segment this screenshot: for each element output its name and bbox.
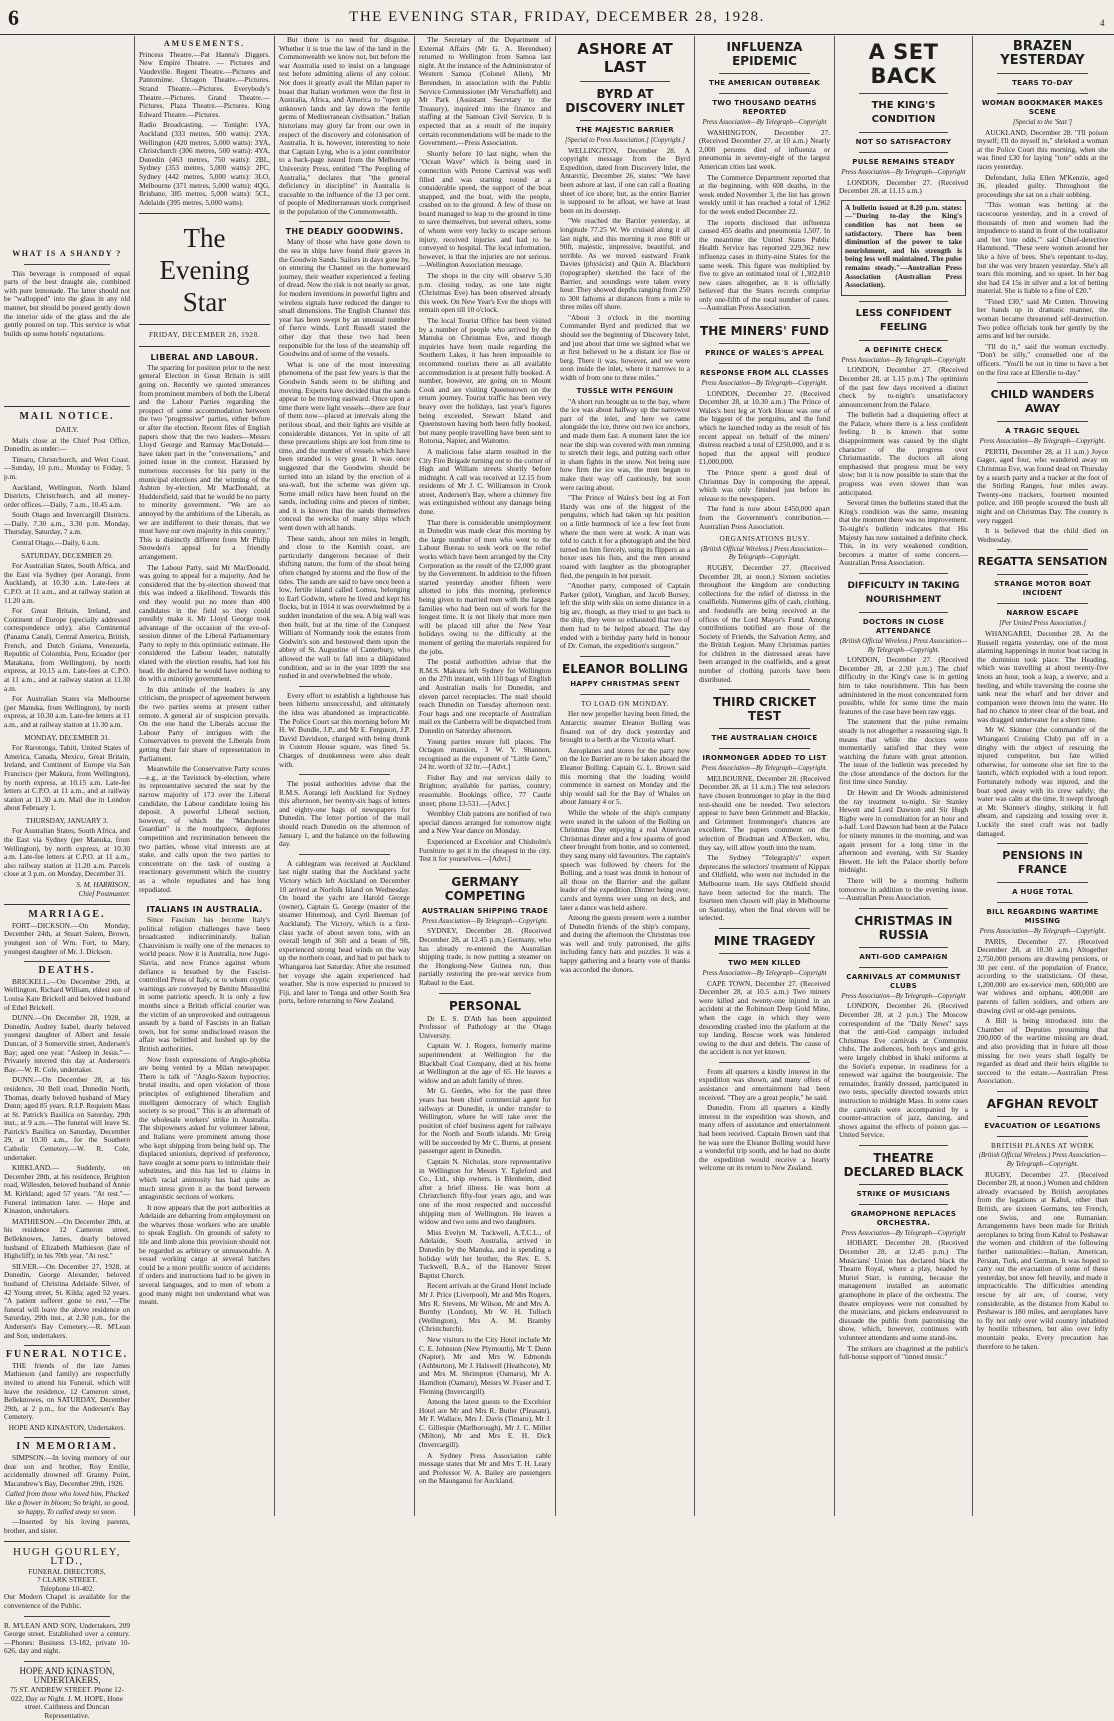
divider — [24, 1616, 110, 1617]
column-8 — [977, 36, 1108, 1516]
brazen-paragraph: "I'll do it," said the woman excitedly. "Don't be silly," counselled one of the officers. "You'll be out in time to have a bet on the first race at Ellerslie to-day." — [977, 341, 1108, 377]
regatta-headline: REGATTA SENSATION — [977, 555, 1108, 569]
divider — [719, 728, 810, 729]
funeral-headline: FUNERAL NOTICE. — [5, 1349, 129, 1361]
brazen-paragraph: "This woman was betting at the racecourse yesterday, and in a crowd of thousands of men and women had the impudence to stand in front of the totalisator and bet 'tote odds,'" said Chief-detective Hammond. "These were women around her like a hive of bees. She's repentant to-day, but she was very brazen yesterday. She's all tears this morning, and so upset. In her bag she had £4 15s in silver and a lot of betting material. She is liable to a fine of £20." — [977, 200, 1108, 296]
italians-continued: But there is no need for disguise. Whether it is true the law of the land in the Commonwealth we know not, but before the war Australia used to insist on a language test before admitting aliens of any colour. Nor does it greatly avail the Milan paper to boast that Italian workmen were the first in Australia, Africa, and America to "open up unknown lands and lay down the fertile germs of Mediterranean civilisation." Italian historians may glory far from our own in respect of the discovery and colonisation of Australia. It is, however, interesting to note that Captain Lyng, who is a joint contributor to a back-page issued from the Melbourne University Press, entitled "The Peopling of Australia," declares that "the general deficiency in discipline" in Australia is traceable to the influence of the 13 per cent. of people of Mediterranean stock comprised in the population of the Commonwealth. — [279, 35, 410, 216]
marriage-notice: FORT—DICKSON.—On Monday, December 24th, at Stuart Salem, Brown, youngest son of Wm. Fort, to Mary, youngest daughter of Mr. J. Dickson. — [4, 920, 130, 956]
divider — [859, 1145, 948, 1146]
deaths-headline: DEATHS. — [38, 965, 96, 977]
king-bulletin-box — [841, 200, 966, 296]
russia-credit: Press Association—By Telegraph—Copyright — [841, 992, 966, 1000]
column-rule — [972, 36, 973, 1516]
cricket-subhead-2: IRONMONGER ADDED TO LIST — [702, 754, 827, 763]
mail-paragraph: For Australian States, South Africa, and the East via Sydney (per Manuka, from Wellington), by north express, at 10.30 a.m. Late-fee letters at C.P.O. at 11 a.m., also railway station at 11.20 a.m. Parcels close at 3 p.m. on Monday, December 31. — [4, 826, 130, 879]
confident-headline: LESS CONFIDENT FEELING — [855, 307, 952, 333]
eleanor-subhead: HAPPY CHRISTMAS SPENT — [570, 679, 680, 688]
editorial-paragraph: The Labour Party, said Mr MacDonald, was going to appeal for a majority. And he considered that the by-election showed that this was indeed a likelihood. Towards this end they would put no more than 400 candidates in the field so they could possibly make it. Mr Lloyd George took advantage of the occasion of the eve-of-session dinner of the Liberal Parliamentary Party to reply to this optimistic estimate. He considered the Labour leader, naturally elated with the election results, had lost his head. He declared he would have nothing to do with a minority government. — [139, 562, 270, 684]
theatre-paragraph: The strikers are chagrined at the public's full-house support of "tinned music." — [839, 1343, 968, 1362]
divider — [997, 882, 1088, 883]
goodwins-headline: THE DEADLY GOODWINS. — [285, 227, 404, 237]
divider — [24, 1345, 110, 1346]
divider — [580, 656, 670, 657]
pensions-paragraph: PARIS, December 27. (Received December 28, at 10.30 a.m.) Altogether 2,750,000 persons are drawing pensions, or 30 per cent. of the population of France, according to the statisticians. Of these, 1,200,000 are ex-service men, 600,000 are war widows and orphans, 400,000 are parents of fallen soldiers, and others are drawing civil or old-age pensions. — [977, 936, 1108, 1015]
divider — [859, 152, 948, 153]
miners-paragraph: The Prince spent a good deal of Christmas Day in composing the appeal, which was only finished just before its release to the newspapers. — [699, 468, 830, 503]
child-paragraph: PERTH, December 28, at 11 a.m.) Joyce Gager, aged four, who wandered away on Christmas Eve, was found dead on Thursday by a search party and a tracker at the foot of the Stirling Ranges, four miles away. Twenty-one trackers, fourteen mounted police, and 100 people scoured the bush all night and on Christmas Day. The country is very rugged. — [977, 446, 1108, 525]
divider — [859, 947, 948, 948]
funeral-notice: THE friends of the late James Mathieson (and family) are respectfully invited to attend his Funeral, which will leave the residence, 12 Cameron street, Belleknowes, on SATURDAY, December 29th, at 2 p.m., for the Andersen's Bay Cemetery. — [4, 1360, 130, 1422]
nourishment-paragraph: The statement that the pulse remains steady is not altogether a reassuring sign. It means that while the doctors were momentarily satisfied that they were watching the future with great attention. The issue of the bulletin was preceded by the close attendance of the doctors for the first time since Sunday. — [839, 717, 968, 787]
death-notice: SILVER.—On December 27, 1928, at Dunedin, George Alexander, beloved husband of Christina Adelaide Silver, of 42 Young street, St. Kilda; aged 52 years. "A patient sufferer gone to rest."—The funeral will leave the above residence on Saturday, 29th inst., at 2.30 p.m., for the Andersen's Bay Cemetery.—R. M'Lean and Son, undertakers. — [4, 1261, 130, 1340]
mail-paragraph: Mails close at the Chief Post Office, Dunedin, as under:— — [4, 435, 130, 454]
eleanor-paragraph: While the whole of the ship's company were seated in the saloon of the Bolling on Christmas Day enjoying a real American Christmas dinner and a few spasms of good cheer brought from home, and so contented, they sang many old favourites. The captain's speech was followed by cheers for the Bolling, and a toast was drunk in honour of all those on the Barrier and the gallant leader of the expedition. Dinner being over, carols and hymns were sung on deck, and later a dance was held ashore. — [560, 807, 690, 912]
influenza-subhead: THE AMERICAN OUTBREAK — [709, 79, 820, 87]
divider — [997, 902, 1088, 903]
italians-paragraph: Since Fascism has become Italy's political religion challenges have been broadcasted indiscriminately. Italian Chauvinism is really one of the menaces to world peace. Now it is Australia, now Jugo-Slavia, and now France against whom defiance is breathed by the Fascist-controlled Press of Italy, or to whom cryptic warnings are conveyed by Benito Mussolini in some patriotic speech. It is only a few months since a British official courier was the victim of an unprovoked and outrageous assault by a band of Fascists in an Italian town, but for some undisclosed reason the affair was belittled and hushed up by the British authorities. — [139, 915, 270, 1053]
divider — [719, 93, 810, 94]
column-5 — [560, 36, 690, 1516]
divider — [139, 213, 270, 214]
gourley-ad-line: 7 CLARK STREET. — [36, 1575, 98, 1585]
memoriam-verse: Called from those who loved him, Plucked like a flower in bloom; So bright, so good, so happy, To called away so soon. — [5, 1489, 129, 1516]
divider — [859, 1204, 948, 1205]
mail-paragraph: Central Otago.—Daily, 6 a.m. — [12, 538, 100, 548]
regatta-credit: [Per United Press Association.] — [999, 620, 1086, 628]
divider — [439, 869, 531, 870]
hope-kinaston-ad: 75 ST. ANDREW STREET. Phone 12-022, Day or Night. J. M. HOPE, Hone street. Caithness and Duncan Representative. — [10, 1685, 124, 1720]
gourley-ad-line: Telephone 10-402. — [39, 1583, 95, 1593]
radio-listing: Radio Broadcasting. — Tonight: 1YA, Auckland (333 metres, 500 watts): 2YA, Wellington (420 metres, 5,000 watts): 3YA, Christchurch (306 metres, 500 watts): 4YA, Dunedin (463 metres, 750 watts): 2BL, Sydney (353 metres, 5,000 watts): 2FC, Sydney (442 metres, 5,000 watts): 3LO, Melbourne (371 metres, 5,000 watts): 4QG, Brisbane, 385 metres, 5,000 watts): 5CL, Adelaide (395 metres, 5,000 watts). — [139, 120, 270, 207]
marriage-headline: MARRIAGE. — [28, 909, 106, 921]
afghan-credit: (British Official Wireless.) Press Association—By Telegraph—Copyright. — [978, 1152, 1107, 1169]
influenza-subhead-2: TWO THOUSAND DEATHS REPORTED — [712, 99, 817, 116]
corner-mark: 4 — [1100, 18, 1105, 28]
personal-paragraph: New visitors to the City Hotel include Mr C. E. Johnston (New Plymouth), Mr T. Dunn (Napier), Mr and Mrs W. Edmonds (Ashburton), Mr J. Halswell (Heathcote), Mr and Mrs M. Shrimpton (Oamaru), Mr A. Hamilton (Oamaru), Messrs W. Fraser and T. Fleming (Invercargill). — [419, 1334, 551, 1396]
divider — [159, 899, 250, 900]
column-rule — [134, 36, 135, 1516]
news-paragraph: Every effort to establish a lighthouse has been hitherto unsuccessful, and ultimately the idea was abandoned as impracticable. The Police Court sat this morning before Mr H. W. Bundle, J.P., and Mr E. Ferguson, J.P. David Davidson, charged with being drunk in Custom House square, was fined 5s. Charges of drunkenness were also dealt with. — [279, 690, 410, 769]
personal-paragraph: Miss Evelyn M. Tuckwell, A.T.C.L., of Adelaide, South Australia, arrived in Dunedin by the Manuka, and is spending a holiday with her brother, the Rev. E. S. Tuckwell, B.A., of the Hanover Street Baptist Church. — [419, 1227, 551, 1280]
column-3 — [279, 36, 410, 1516]
advert-paragraph: Wembley Club patrons are notified of two special dances arranged for tomorrow night and a New Year dance on Monday. — [419, 809, 551, 836]
mine-credit: Press Association—By Telegraph—Copyright — [702, 969, 827, 977]
death-notice: DUNN.—On December 28, at his residence, 30 Bell road, Dunedin North, Thomas, dearly beloved husband of Mary Dunn; aged 85 years. R.I.P. Requiem Mass at St. Patrick's Basilica on Saturday, 29th inst., at 9 a.m.—The funeral will leave St. Patrick's Basilica on Saturday, December 29, at 10.30 a.m., for the Southern Catholic Cemetery.—W. R. Cole, undertaker. — [4, 1075, 130, 1162]
eleanor-paragraph: Her new propeller having been fitted, the Antarctic steamer Eleanor Bolling was floated out of dry dock yesterday and brought to a berth at the Victoria wharf. — [560, 709, 690, 745]
russia-paragraph: LONDON, December 26. (Received December 28, at 2 p.m.) The Moscow correspondent of the "Daily News" says that the anti-God campaign included Christmas Eve carnivals at Communist clubs. The audiences, both boys and girls, were largely clubbed in khaki uniforms at the Soviet's expense, in readiness for a renewed war against the bourgeoisie. The remainder, frankly dressed, participated in two tests, specially directed towards strict instruction to midnight Mass. In some cases the carnivals were accompanied by a counter-attraction of jazz, dancing, and shows against the effects of poison gas.—United Service. — [839, 1001, 968, 1140]
divider — [859, 612, 948, 613]
afghan-paragraph: RUGBY, December 27. (Received December 28, at noon.) Women and children already evacuated by British aeroplanes from the legations at Kabul, other than British, are sixteen Germans, ten French, one Swiss, and one Rumanian. Arrangements have been made for British aeroplanes to bring from Kabul to Peshawar the women and children of the following further nationalities:—Italian, American, Persian, Turk, and German. It was hoped to carry out the evacuation of some of these yesterday, but snow fell heavily, and made it impracticable. The difficulties attending rescue by air are, of course, very considerable, as the distance from Kabul to Peshawar is 180 miles, and aeroplanes have to fly not only over wild country inhabited by hostile tribesmen, but also over lofty mountain peaks. Every precaution has therefore to be taken. — [977, 1169, 1108, 1351]
divider — [859, 132, 948, 133]
news-paragraph: The local Tourist Office has been visited by a number of people who arrived by the Manuka on Christmas Eve, and though inquiries have been made regarding the Southern Lakes, it has been impossible to recommend tourists there as all available accommodation is at present fully booked. A number, however, are going on to Mount Cook and are visiting Queenstown on the return journey. Tourist traffic has been very heavy over the holidays, last year's figures being exceeded, Stewart Island and Queenstown having both been fully booked, but many people travelling have been sent to Rotorua, Napier, and Waitomo. — [419, 316, 551, 446]
king-headline: THE KING'S CONDITION — [871, 100, 936, 125]
news-paragraph: Shortly before 10 last night, when the "Ocean Wave" which is being used in connection with Petone Carnival was well filled and was starting round at a considerable speed, the support of the boat snapped, and the boat, with the people, crashed on to the ground. A few of those on board managed to leap to the ground in time to save themselves, but several others, some of whom were very lucky to escape serious injury, received injuries and had to be conveyed to hospital. The local information, however, is that the injuries are not serious.—Wellington Association message. — [419, 148, 551, 270]
afghan-subhead-2: BRITISH PLANES AT WORK — [991, 1140, 1094, 1150]
divider — [997, 1116, 1088, 1117]
brazen-paragraph: AUCKLAND, December 28. "I'll poison myself; I'll do myself in," shrieked a woman at the Police Court this morning, when she was fined £30 for laying "tote" odds at the races yesterday. — [977, 127, 1108, 171]
eleanor-paragraph: Aeroplanes and stores for the party now on the Ice Barrier are to be taken aboard the Eleanor Bolling. Captain G. L. Brown said this morning that the loading would commence in earnest on Monday and the ship would sail for the Bay of Whales on about January 4 or 5. — [560, 745, 690, 807]
goodwins-paragraph: These sands, about ten miles in length, and close to the Kentish coast, are particularly dangerous because of their shifting nature, the form of the shoal being often changed by storms and the flow of the tides. The sands are said to have once been a low, fertile island called Lomea, belonging to Earl Godwin, where he lived and kept his flocks, but in 1014 it was overwhelmed by a sudden inundation of the sea. A big wall was then built, but at the time of the Conquest William of Normandy took the estates from Godwin's son and bestowed them upon the abbey of St. Augustine of Canterbury, who allowed the wall to fall into a dilapidated condition, and so in the year 1099 the sea rushed in and overwhelmed the whole. — [279, 533, 410, 681]
divider — [859, 1184, 948, 1185]
barrier-subhead: THE MAJESTIC BARRIER — [576, 126, 674, 134]
blank-space — [4, 340, 130, 400]
goodwins-paragraph: Many of those who have gone down to the sea in ships have found their graves in the Goodwin Sands. Sailors in days gone by, on entering the Channel on the homeward journey, their weather experienced a feeling of dread. Now the risk is not nearly so great, for modern inventions in powerful lights and wireless signals have reduced the danger to small dimensions. The English Channel this year has been swept by an unusual number of fierce winds. Lord Russell stated the other day that these two had been responsible for the loss of the steamship off Goodwins and of some of the vessels. — [279, 237, 410, 359]
brazen-subhead-2: WOMAN BOOKMAKER MAKES SCENE — [981, 99, 1104, 116]
germany-headline: GERMANY COMPETING — [444, 874, 526, 903]
news-paragraph: The postal authorities advise that the R.M.S. Aorangi left Auckland for Sydney this afternoon, her twenty-six bags of letters and eighty-one bags of newspapers for Dunedin. The letter portion of the mail should reach Dunedin on the afternoon of January 1, and the balance on the following day. — [279, 779, 410, 849]
king-bulletin: A bulletin issued at 8.20 p.m. states:—"During to-day the King's condition has not been so satisfactory. There has been diminution of the power to take nourishment, and his strength is being less well maintained. The pulse remains steady."—Australian Press Association (Australian Press Association). — [845, 202, 962, 290]
funeral-signature: HOPE AND KINASTON, Undertakers. — [8, 1422, 126, 1432]
regatta-subhead-2: NARROW ESCAPE — [1006, 609, 1079, 618]
theatre-subhead-2: GRAMOPHONE REPLACES ORCHESTRA. — [850, 1209, 957, 1227]
mail-paragraph: South Otago and Invercargill Districts.—Daily, 7.30 a.m., 3.30 p.m. Monday, Thursday, Saturday, 7 a.m. — [4, 510, 130, 537]
amusements-list: Princess Theatre.—Pat Hanna's Diggers. New Empire Theatre. — Pictures and Vaudeville. Regent Theatre.—Pictures and Pantomime. Octagon Theatre.—Pictures. Strand Theatre.—Pictures. Everybody's Theatre.—Pictures. Grand Theatre.—Pictures. Plaza Theatre.—Pictures. King Edward Theatre.—Pictures. — [139, 49, 270, 119]
divider — [719, 928, 810, 929]
gourley-ad-name: HUGH GOURLEY, LTD., — [13, 1546, 121, 1567]
miners-subhead-2: RESPONSE FROM ALL CLASSES — [700, 369, 829, 378]
germany-credit: Press Association—By Telegraph—Copyright. — [422, 917, 548, 925]
divider — [859, 340, 948, 341]
byrd-paragraph: "The Prince of Wales's best leg at Fort Hardy was one of the biggest of the penguins, which had taken up his position on a little hummock of ice a few feet from where the men were at work. A man was told to catch it for a photograph and the bird turned on him fiercely, using its flippers as a boxer uses his fists, and the men around roared with laughter as the photographer fled, the penguin in hot pursuit. — [560, 493, 690, 580]
nourishment-paragraph: There will be a morning bulletin tomorrow in addition to the evening issue.—Australian Press Association. — [839, 876, 968, 903]
brazen-paragraph: Defendant, Julia Ellen M'Kenzie, aged 36, pleaded guilty. Throughout the proceedings she sat on a chair sobbing. — [977, 172, 1108, 199]
divider — [580, 81, 670, 82]
child-headline: CHILD WANDERS AWAY — [990, 388, 1095, 416]
editorial-paragraph: In this attitude of the leaders is any criticism, the prospect of agreement between the two parties seems at present rather remote. A general air of suspicion prevails. On the one hand the Liberals accuse the Labour Party of intrigues with the Conservatives to prevent the Liberals from getting their fair share of representation in Parliament. — [139, 684, 270, 763]
divider — [719, 73, 810, 74]
news-paragraph: That there is considerable unemployment in Dunedin was made clear this morning by the large number of men who went to the Labour Bureau to seek work on the relief works which have been arranged by the City Corporation as the result of the £2,000 grant by the Government. In addition to the fifteen started yesterday another fifteen were allotted to jobs this morning, preference being given to married men with the largest families who had been out of work for the longest time. It is not likely that more men will be placed till after the New Year holidays owing to the difficulty at the moment of getting the materials required for the jobs. — [419, 517, 551, 656]
miners-paragraph: LONDON, December 27. (Received December 28, at 10.30 a.m.) The Prince of Wales's best leg at York House was one of the biggest of the penguins, and the fund which he launched today as the result of his recent appeal on behalf of the miners' distress reached a total of £250,000, and it is hoped that the appeal will produce £1,000,000. — [699, 388, 830, 467]
column-1 — [4, 36, 130, 1720]
divider — [4, 406, 130, 407]
divider — [997, 382, 1088, 383]
miners-headline: THE MINERS' FUND — [700, 324, 829, 339]
advert-paragraph: Experienced at Excelsior and Chisholm's Furniture to get it in the cheapest in the city. Test it for yourselves.—[Advt.] — [419, 837, 551, 864]
pensions-subhead: A HUGE TOTAL — [1012, 888, 1073, 897]
influenza-paragraph: WASHINGTON, December 27. (Received December 27, at 10 a.m.) Nearly 2,000 persons died of influenza or pneumonia in seventy-eight of the largest American cities last week. — [699, 127, 830, 171]
death-notice: KIRKLAND.— Suddenly, on December 28th, at his residence, Brighton road, Willesden, beloved husband of Annie M. Kirkland; aged 57 years. "At rest."—Funeral intimation later. — Hope and Kinaston, undertakers. — [4, 1163, 130, 1216]
divider — [4, 1541, 130, 1542]
death-notice: BRICKELL.—On December 29th, at Wellington, Richard William, eldest son of Louisa Kate Brickell and beloved husband of Ethel Brickell. — [4, 976, 130, 1012]
death-notice: DUNN.—On December 28, 1928, at Dunedin, Audrey Isabel, dearly beloved youngest daughter of Albert and Jessie Duncan, of 3 Somerville street, Andersen's Bay; aged one year. "Asleep in Jesus."—Privately interred this day at Andersen's Bay.—W. R. Cole, undertaker. — [4, 1013, 130, 1074]
mail-paragraph: For Australian States via Melbourne (per Manuka, from Wellington), by north express, at 10.30 a.m. Late-fee letters at 11 a.m., and at railway station at 11.30 a.m. — [4, 694, 130, 729]
organisations-credit: (British Official Wireless.) Press Association—By Telegraph—Copyright. — [700, 545, 829, 562]
divider — [24, 1661, 110, 1662]
brazen-headline: BRAZEN YESTERDAY — [1000, 39, 1085, 68]
pensions-credit: Press Association—By Telegraph—Copyright. — [979, 928, 1106, 936]
news-paragraph: The postal authorities advise that the R.M.S. Makura left Sydney for Wellington on the 27th instant, with 110 bags of English and Australian mails for Dunedin, and eleven parcel receptacles. The mail should reach Dunedin on Tuesday afternoon next. Four bags and one receptacle of Australian mail ex the Canberra will be dispatched from Dunedin on Saturday afternoon. — [419, 657, 551, 735]
mail-monday-subhead: MONDAY, DECEMBER 31. — [24, 732, 110, 742]
germany-subhead: AUSTRALIAN SHIPPING TRADE — [421, 906, 549, 915]
child-credit: Press Association—By Telegraph—Copyright. — [979, 438, 1106, 446]
news-paragraph: From all quarters a kindly interest in the expedition was shown, and many offers of assistance and entertainment had been received. "They are a great people," he said. — [699, 1066, 830, 1102]
divider — [997, 1091, 1088, 1092]
king-subhead-2: PULSE REMAINS STEADY — [852, 158, 955, 166]
russia-headline: CHRISTMAS IN RUSSIA — [854, 913, 953, 942]
brazen-paragraph: "Fined £30," said Mr Cutten. Throwing her hands up in dramatic manner, the woman became threatened self-destruction. Two police officials took her gently by the arms and led her outside. — [977, 296, 1108, 341]
theatre-paragraph: HOBART, December 28. (Received December 28, at 12.45 p.m.) The Musicians' Union has declared black the Theatre Royal, where a play, headed by Muriel Starr, is running, because the management installed an automatic gramophone in place of the orchestra. The theatre employees were not consulted by the musicians, and pickets endeavoured to dissuade the public from patronising the show, which, however, continues with volunteer attendants and some stand-ins. — [839, 1238, 968, 1342]
king-subhead: NOT SO SATISFACTORY — [855, 138, 952, 146]
divider — [997, 421, 1088, 422]
column-6 — [699, 36, 830, 1516]
editorial-paragraph: The sparring for position prior to the next general Election in Great Britain is still going on. Recently we quoted utterances from prominent members of both the Liberal and the Labour Parties regarding the prospect of some accommodation between the two "progressive" parties, either before or after the election. Recent files of English papers show that the two leaders—Messrs Lloyd George and Ramsay MacDonald—have taken part in the "conversations," and joined issue in the contest. Harassed by numerous successes for his party in the municipal elections and the winning of the Ashton by-election, Mr MacDonald, at Huddersfield, said that he would be no party to minority government. "We are so annoyed by the ambitions of the Liberals, as we are indifferent to their threats, that we must have our own majority in this country." This is distinctly different from Mr Philip Snowden's appeal for a friendly arrangement. — [139, 362, 270, 561]
newspaper-nameplate: The Evening Star — [159, 223, 250, 318]
advert-paragraph: Young parties ensure full places. The Octagon mansion, 3 W. Y. Shannon, recognised as the exponent of "Little Gem," 24 ltr. worth of 32 ltr.—[Advt.] — [419, 736, 551, 772]
russia-subhead: ANTI-GOD CAMPAIGN — [859, 952, 948, 961]
divider — [580, 120, 670, 121]
byrd-credit: [Special to Press Association.] [Copyright.] — [564, 137, 686, 144]
organisations-subhead: ORGANISATIONS BUSY. — [719, 534, 810, 544]
hope-kinaston-ad-name: HOPE AND KINASTON, UNDERTAKERS, — [19, 1665, 115, 1685]
column-7 — [839, 36, 968, 1516]
confident-paragraph: LONDON, December 27. (Received December 28, at 1.15 p.m.) The optimism of the past few days received a distinct check by to-night's unsatisfactory announcement from the Palace. — [839, 365, 968, 409]
russia-subhead-2: CARNIVALS AT COMMUNIST CLUBS — [846, 972, 961, 990]
mine-headline: MINE TRAGEDY — [713, 933, 816, 948]
eleanor-paragraph: Among the guests present were a number of Dunedin friends of the ship's company, and during the afternoon the Christmas tree was well and truly patronised, the gifts including fancy hats and puzzles. It was a happy gathering and a hearty vote of thanks was accorded the donors. — [560, 913, 690, 974]
pensions-headline: PENSIONS IN FRANCE — [1002, 849, 1083, 877]
byrd-paragraph: "Another party, composed of Captain Parker (pilot), Vaughan, and Jacob Bursey, left the ship with skis on some distance in a big arc, though, as they tried to get back to the ship, they were so exhausted that two of them had to be helped aboard. The day ended with a birthday party held in honour of Dr. Coman, the expedition's surgeon." — [560, 581, 690, 651]
mail-saturday-subhead: SATURDAY, DECEMBER 29. — [21, 550, 113, 560]
byrd-paragraph: "A short run brought us to the bay, where the ice was about halfway up the narrowest part of the inlet, and here we came alongside the ice, threw out two ice anchors, and made them fast. A moment later the ice near the ship was covered with men running to stretch their legs, and putting each other in sham fights in the snow. Not being sure how firm the ice was, the men began to make their way off cautiously, but soon were racing about. — [560, 396, 690, 492]
mine-paragraph: CAPE TOWN, December 27. (Received December 28, at 10.5 a.m.) Two miners were killed and twenty-one injured in an accident at the Robinson Deep Gold Mine, when the cage in which they were descending crashed into the platform at the top landing. Rescue work was hindered owing to the dust and debris. The cause of the accident is not yet known. — [699, 978, 830, 1057]
memoriam-headline: IN MEMORIAM. — [16, 1441, 118, 1453]
theatre-subhead: STRIKE OF MUSICIANS — [856, 1189, 951, 1198]
nourishment-headline: DIFFICULTY IN TAKING NOURISHMENT — [847, 580, 960, 605]
personal-headline: PERSONAL — [448, 998, 522, 1013]
italians-headline: ITALIANS IN AUSTRALIA. — [146, 905, 263, 915]
influenza-paragraph: The reports disclosed that influenza caused 455 deaths and pneumonia 1,507. In the meantime the United States Public Health Service has reported 229,362 new influenza cases in thirty-nine States for the same week. This figure was multiplied by five to give an estimated total of 1,302,810 new cases altogether, as it is officially believed that the States records comprise only one-fifth of the total number of cases.—Australian Press Association. — [699, 217, 830, 313]
goodwins-paragraph: What is one of the most interesting phenomena of the past few years is that the Goodwin Sands seem to be shifting and moving. Experts have decided that the sands appear to be moving eastward. Once upon a time there were light vessels—there are four of them now—placed at intervals along the perilous shoal, and their lights are visible at considerable distances. Yet in spite of all these precautions ships are lost from time to time, and the number of vessels which have been stranded is very great. It was once suggested that the Goodwins should be turned into an island by the erection of a sea-wall, but the scheme was given up. Some small relics have been found on the sands, including coins and pieces of timber, and it is known that the sands themselves conceal the wrecks of many ships which went down with all hands. — [279, 359, 410, 533]
gourley-ad-line: FUNERAL DIRECTORS, — [28, 1566, 106, 1576]
editorial-headline: LIBERAL AND LABOUR. — [150, 352, 259, 362]
divider — [139, 346, 270, 347]
confident-subhead: A DEFINITE CHECK — [864, 345, 943, 354]
mail-paragraph: For Great Britain, Ireland, and Continent of Europe (specially addressed correspondence only), also Continental (Panama Canal), Central America, British, French, and Dutch Guiana, Venezuela, Republic of Colombia, Peru, Ecuador (per Matakana, from Wellington), by north express, at 10.15 a.m. Late-fees at C.P.O. at 11 a.m., and at railway station at 11.30 a.m. — [4, 606, 130, 693]
mlean-ad: R. M'LEAN AND SON, Undertakers, 209 George street. Established over a century.—Phones: Business 13-182, private 10-626, day and night. — [4, 1620, 130, 1656]
cricket-paragraph: The Sydney "Telegraph's" expert deprecates the selectors' treatment of Kippax and Oldfield, who were not included in the Melbourne team. He says Oldfield should have been selected for the match. The fourteen men chosen will play in Melbourne on Saturday, when the final eleven will be selected. — [699, 853, 830, 923]
personal-paragraph: Among the latest guests to the Excelsior Hotel are Mr and Mrs R. Butler (Pleasant), Mr F. Wallace, Mrs J. Davis (Timaru), Mr J. C. Gillespie (Marlborough), Mr J. C. Miller (Milton), Mr and Mrs E. H. Dick (Invercargill). — [419, 1397, 551, 1450]
column-2 — [139, 36, 270, 1516]
divider — [24, 961, 110, 962]
afghan-subhead: EVACUATION OF LEGATIONS — [984, 1121, 1101, 1130]
cricket-headline: THIRD CRICKET TEST — [712, 695, 817, 724]
personal-paragraph: Captain N. Nicholas, store representative in Wellington for Messrs Y. Egleford and Co., Ltd., ship owners, is Blenheim, died after a brief illness. He was born at Christchurch fifty-four years ago, and was one of the most respected and successful shipping men of Wellington. He leaves a widow and two sons and two daughters. — [419, 1157, 551, 1227]
mail-thursday-subhead: THURSDAY, JANUARY 3. — [25, 815, 109, 825]
italians-paragraph: It now appears that the port authorities at Adelaide are debarring from employment on the wharves those workers who are unable to speak English. On grounds of safety to life and limb alone this provision should not be regarded as arbitrary or unreasonable. A vessel working cargo at several hatches could be a more prolific source of accidents if orders and instructions had to be given in several languages, and to men of whom a good many might not understand what was meant. — [139, 1202, 270, 1307]
confident-paragraph: Several times the bulletins stated that the King's condition was the same, meaning that the moment there was no improvement. To-night's bulletin indicates that His Majesty has now sustained a definite check. This, in its very weakened condition, becomes a matter of some concern.—Australian Press Association. — [839, 498, 968, 568]
divider — [997, 549, 1088, 550]
miners-paragraph: The fund is now about £450,000 apart from the Government's contribution.—Australian Press Association. — [699, 504, 830, 531]
influenza-credit: Press Association—By Telegraph—Copyright — [702, 119, 827, 126]
news-paragraph: A malicious false alarm resulted in the City Fire Brigade turning out to the corner of High and William streets shortly before midnight. A call was received at 12.15 from residents of Mr J. C. Williamson in Crook street, Andersen's Bay, where a chimney fire was extinguished without any damage being done. — [419, 446, 551, 517]
personal-paragraph: A Sydney Press Association cable message states that Mr and Mrs T. H. Leary and Professor W. A. Bailey are passengers on the Maunganui for Auckland. — [419, 1450, 551, 1486]
brazen-credit: [Special to the 'Star.'] — [1012, 119, 1073, 126]
regatta-paragraph: Mr W. Skinner (the commander of the Whangarei Cruising Club) put off in a dinghy with the object of rescuing the injured competitor, but fate willed otherwise, for someone else set fire to the launch, which exploded with a loud report. Fortunately nobody was injured, and the boat sped away with its crew safely; the water was calm at the time. It swept through at Mr. Skinner's dinghy, striking it full abeam, and capsizing and tossing over it. Luckily the steel craft was not badly damaged. — [977, 725, 1108, 838]
mail-paragraph: For Rarotonga, Tahiti, United States of America, Canada, Mexico, Great Britain, Ireland, and Continent of Europe via San Francisco (per Makura, from Wellington), by north express, at 10.15 a.m. Late-fee letters at C.P.O. at 11 a.m., and at railway station at 11.30 a.m. Mail due in London about February 1. — [4, 743, 130, 813]
divider — [24, 1437, 110, 1438]
news-paragraph: A cablegram was received at Auckland last night stating that the Auckland yacht Victory which left Auckland on December 10 arrived at Norfolk Island on Wednesday. On board the yacht are Harold George (owner), Captain G. George (master of the steamer Hinemoa), and Cyril Beeman (of Auckland). The Victory, which is a first-class yacht of about seven tons, with an overall length of 36ft and a beam of 9ft, experienced strong head winds on the way up the northern coast, and had to put back to Whangaroa last Saturday. After she resumed her voyage she again experienced bad weather. She is now expected to proceed to Fiji, and later to Tonga and other South Sea ports, before returning to New Zealand. — [279, 858, 410, 1006]
confident-paragraph: The bulletin had a disquieting effect at the Palace, where there is a less confident feeling. It is known that some disappointment was caused by the slight character of the progress over Christmastide. The doctors all along emphasised that progress must be very slow; but it is now possible to state that the progress was even slower than was anticipated. — [839, 410, 968, 497]
column-rule — [414, 36, 415, 1516]
king-credit: Press Association—By Telegraph—Copyright — [841, 169, 966, 176]
memoriam-signature: —Inserted by his loving parents, brother, and sister. — [4, 1517, 130, 1535]
divider — [997, 1136, 1088, 1137]
news-paragraph: The shops in the city will observe 5.30 p.m. closing today, as one late night (Christmas Eve) has been observed already this week. On New Year's Eve the shops will remain open till 10 o'clock. — [419, 271, 551, 315]
pensions-paragraph: A Bill is being introduced into the Chamber of Deputies presuming that 200,000 of the wartime missing are dead, and also providing that in future all those missing for two years shall legally be regarded as dead and their heirs eligible to succeed to the estate.—Australian Press Association. — [977, 1016, 1108, 1086]
divider — [997, 93, 1088, 94]
ashore-headline: ASHORE AT LAST — [577, 40, 673, 76]
setback-headline: A SET BACK — [868, 40, 939, 88]
column-rule — [834, 36, 835, 1516]
issue-date: FRIDAY, DECEMBER 28, 1928. — [148, 330, 261, 340]
personal-paragraph: Mr G. Gerdes, who for the past three years has been chief commercial agent for railways at Dunedin, is under transfer to Wellington, where he will take over the position of chief business agent for railways for the North and South islands. Mr Greig will be succeeded by Mr C. Burns, at present passenger agent in Dunedin. — [419, 1086, 551, 1156]
divider — [719, 343, 810, 344]
divider — [4, 904, 130, 905]
divider — [859, 967, 948, 968]
divider — [719, 953, 810, 954]
mail-signature-title: Chief Postmaster. — [78, 888, 130, 898]
divider — [580, 694, 670, 695]
nourishment-paragraph: LONDON, December 27. (Received December 28, at 2.30 p.m.) The chief difficulty in the King's case is in getting him to take nourishment. This has been administered in the most concentrated form possible, while for some time the main features of the case have been raw eggs. — [839, 655, 968, 716]
mail-paragraph: Auckland, Wellington, North Island Districts, Christchurch, and all money-order offices.—Daily, 7 a.m., 10.45 a.m. — [4, 482, 130, 509]
nourishment-paragraph: Dr Hewitt and Dr Woods administered the ray treatment to-night. Sir Stanley Hewett and Lord Dawson and Sir Hugh Rigby were in consultation for an hour and a-half. Lord Dawson had been at the Palace for ninety minutes in the morning, and was again present for a long time in the afternoon and evening, with Sir Stanley Hewett. He left the Palace shortly before midnight. — [839, 788, 968, 875]
advert-paragraph: Fisher Bay and our services daily to Brighton; available for parties, country; reasonable. Bookings office, 77 Castle street; phone 13-531.—[Advt.] — [419, 772, 551, 808]
divider — [859, 908, 948, 909]
personal-paragraph: Captain W. J. Rogers, formerly marine superintendent at Wellington for the Blackball Coal Company, died at his home at Wellington at the age of 65. He leaves a widow and an adult family of three. — [419, 1041, 551, 1085]
column-rule — [555, 36, 556, 1516]
theatre-headline: THEATRE DECLARED BLACK — [843, 1150, 964, 1179]
divider — [719, 689, 810, 690]
shandy-headline: WHAT IS A SHANDY ? — [12, 249, 122, 258]
amusements-headline: AMUSEMENTS. — [163, 39, 246, 48]
afghan-headline: AFGHAN REVOLT — [986, 1096, 1099, 1111]
divider — [719, 748, 810, 749]
brazen-subhead: TEARS TO-DAY — [1012, 79, 1073, 87]
news-paragraph: Dunedin. From all quarters a kindly interest in the expedition was shown, and many offers of assistance and entertainment had been received. Captain Brown said that he was sure the Eleanor Bolling would have a wonderful trip south, and he had no doubt the expedition would receive a hearty welcome on its return to New Zealand. — [699, 1103, 830, 1173]
divider — [24, 264, 110, 265]
mail-daily-subhead: DAILY. — [55, 424, 79, 434]
germany-paragraph: SYDNEY, December 28. (Received December 28, at 12.45 p.m.) Germany, who has already re-entered the Australian shipping trade, is now putting a steamer on the Hongkong-New Guinea run, thus partially restoring the pre-war service from Rabaul to the East. — [419, 926, 551, 987]
page-number: 6 — [8, 5, 19, 30]
column-rule — [274, 36, 275, 1516]
mine-subhead: TWO MEN KILLED — [728, 958, 801, 967]
nourishment-subhead: DOCTORS IN CLOSE ATTENDANCE — [862, 617, 945, 635]
tussle-subhead: TUSSLE WITH PENGUIN — [576, 386, 674, 395]
regatta-subhead: STRANGE MOTOR BOAT INCIDENT — [993, 580, 1092, 598]
divider — [997, 843, 1088, 844]
miners-subhead: PRINCE OF WALES'S APPEAL — [705, 349, 824, 358]
cricket-credit: Press Association—By Telegraph—Copyright. — [701, 765, 828, 773]
confident-credit: Press Association—By Telegraph—Copyright — [841, 356, 966, 364]
divider — [299, 686, 390, 687]
divider — [719, 318, 810, 319]
pensions-subhead-2: BILL REGARDING WARTIME MISSING — [986, 908, 1099, 926]
cricket-subhead: THE AUSTRALIAN CHOICE — [711, 734, 818, 743]
eleanor-headline: ELEANOR BOLLING — [562, 661, 688, 676]
divider — [719, 1062, 810, 1063]
divider — [859, 93, 948, 94]
nourishment-credit: (British Official Wireless.) Press Association—By Telegraph—Copyright. — [839, 637, 968, 654]
theatre-credit: Press Association—By Telegraph—Copyright — [841, 1229, 966, 1237]
divider — [139, 324, 270, 325]
byrd-paragraph: "We reached the Barrier yesterday, at longitude 77.25 W. We cruised along it all last night, and this morning it rose 80ft or 90ft, majestic, impressive, beautiful, and terrible. As we moved eastward Frank Davies (physicist) and Quin A. Blackburn (topographer) sketched the face of the Barrier, and soundings were taken every hour. They showed depths ranging from 250 to 300 fathoms at distances from a mile to three miles off shore. — [560, 216, 690, 312]
mail-paragraph: Timaru, Christchurch, and West Coast.—Sunday, 10 p.m.; Monday to Friday, 5 p.m. — [4, 454, 130, 481]
regatta-paragraph: WHANGAREI, December 28. At the Russell regatta yesterday, one of the most alarming happenings in motor boat racing in the dominion took place. The Heading, which was travelling at about twenty-five knots an hour, took a leap, a swerve, and a heeling, and while traversing the course she sank near the wharf and her driver and companion were thrown into the water. He had no chance to steer clear of the boat, and was dragged underwater for a short time. — [977, 628, 1108, 724]
gourley-ad-line: Our Modern Chapel is available for the convenience of the Public. — [4, 1592, 130, 1610]
column-4 — [419, 36, 551, 1516]
mail-signature: S. M. HARRISON, — [76, 880, 130, 890]
divider — [439, 993, 531, 994]
king-paragraph: LONDON, December 27. (Received December 28, at 11.15 a.m.) — [839, 177, 968, 196]
organisations-paragraph: RUGBY, December 27. (Received December 28, at noon.) Sixteen societies throughout the kingdom are conducting collections for the relief of distress in the coalfields. Numerous gifts of cash, clothing, and foodstuffs are being received at the offices of the Lord Mayor's Fund. Among contributions notified are those of the Society of Friends, the Salvation Army, and the British Legion. Many Christmas parties for children in the distressed areas have been arranged in the coalfields, and a great number of clothing parcels have been distributed. — [699, 562, 830, 684]
byrd-paragraph: WELLINGTON, December 28. A copyright message from the Byrd Expedition, dated from Discovery Inlet, the Antarctic, December 26, states: "We have been ashore at last, if one can call a floating sheet of ice shore; but, as the entire Barrier is supposed to be afloat, we have at least been on its doorstep. — [560, 145, 690, 215]
news-paragraph: The Secretary of the Department of External Affairs (Mr G. A. Berendsen) returned to Wellington from Samoa last night. At the instance of the Administrator of Western Samoa (Colonel Allen), Mr Berendsen, in association with the Public Service Commissioner (Mr Verschaffelt) and Mr Park (Assistant Secretary to the Treasury), inquired into the finance and staffing at the Samoan Civil Service. It is expected that as a result of the inquiry certain recommendations will be made to the Government.—Press Association. — [419, 35, 551, 148]
byrd-headline: BYRD AT DISCOVERY INLET — [565, 87, 685, 115]
page-masthead — [0, 0, 1114, 35]
influenza-paragraph: The Commerce Department reported that at the beginning, with 608 deaths, in the week ended November 3, the list has grown weekly until it has reached a total of 1,962 for the week ended December 22. — [699, 172, 830, 216]
mail-notice-headline: MAIL NOTICE. — [19, 411, 115, 423]
divider — [859, 301, 948, 302]
divider — [719, 363, 810, 364]
eleanor-subhead-2: TO LOAD ON MONDAY. — [581, 698, 669, 708]
divider — [859, 573, 948, 574]
cricket-paragraph: MELBOURNE, December 28. (Received December 28, at 11 a.m.) The test selectors have chosen Ironmonger to play in the third test-should one be needed. Two selectors appear to have been Grimmett and Blackie, and Grimmett Ironmonger's chances are excellent. The papers comment on the selection of Bradman and A'Beckett, who, they say, will allow youth into the team. — [699, 773, 830, 852]
influenza-headline: INFLUENZA EPIDEMIC — [726, 40, 803, 68]
child-subhead: A TRAGIC SEQUEL — [1005, 427, 1080, 436]
blank-space — [4, 36, 130, 246]
divider — [997, 574, 1088, 575]
column-rule — [694, 36, 695, 1516]
byrd-paragraph: "About 3 o'clock in the morning Commander Byrd and predicted that we should see the beginning of Discovery Inlet, and just about that time we sighted what we at first believed to be a distant ice floe or berg. There it was, however, and we were soon inside the inlet, where it narrows to a width of from one to three miles." — [560, 312, 690, 383]
personal-paragraph: Dr E. S. D'Ath has been appointed Professor of Pathology at the Otago University. — [419, 1013, 551, 1040]
personal-paragraph: Recent arrivals at the Grand Hotel include Mr J. Price (Liverpool), Mr and Mrs Rogers, Mrs R. Stevens, Mr Wilson, Mr and Mrs A. Burnby (London), Mr W. H. Tulloch (Wellington), Mrs A. M. Bramby (Christchurch). — [419, 1281, 551, 1334]
miners-credit: Press Association—By Telegraph—Copyright. — [701, 380, 828, 388]
divider — [299, 221, 390, 222]
paper-header-line: THE EVENING STAR, FRIDAY, DECEMBER 28, 1928. — [349, 9, 765, 25]
divider — [299, 854, 390, 855]
shandy-body: This beverage is composed of equal parts of the best draught ale, combined with pure lemonade. The latter should not be "wallopped" into the glass in any old manner, but should be poured gently down the interior side of the glass and the ale gently poured on top. This service is what builds up some hotels' reputations. — [4, 268, 130, 338]
divider — [997, 73, 1088, 74]
child-paragraph: It is believed that the child died on Wednesday. — [977, 526, 1108, 544]
divider — [299, 774, 390, 775]
divider — [997, 603, 1088, 604]
editorial-paragraph: Meanwhile the Conservative Party scores—e.g., at the Tavistock by-election, where its representative secured the seat by the narrow majority of 173 over the Liberal candidate, the Labour candidate losing his deposit. A powerful Liberal section, however, of which the "Manchester Guardian" is the mouthpiece, deplores competition and recrimination between the two parties, whose vital interests are at stake, and calls upon the two parties to concentrate on the task of ousting a reactionary government which the country as a whole repudiates and has long repudiated. — [139, 764, 270, 894]
italians-paragraph: Now fresh expressions of Anglo-phobia are being vented by a Milan newspaper. There is talk of "Anglo-Saxon hypocrisy, brutal insults, and open violation of those principles of enlightened liberalism and intelligent democracy of which English society is so proud." This is an aftermath of the wholesale workers' strike in Australia. The shipowners asked for volunteer labour, and Italians were prominent among those who kept shipping from being held up. The displaced unionists, deprived of preference, have sought at some ports to intimidate their substitutes, and this has led to claims in which racial animosity has had quite as much stress given it as the bond between antagonistic sections of workers. — [139, 1054, 270, 1202]
mail-paragraph: For Australian States, South Africa, and the East via Sydney (per Aorangi, from Auckland), at 10.30 a.m. Late-fees at C.P.O. at 11 a.m., and at railway station at 11.20 a.m. — [4, 561, 130, 605]
death-notice: MATHIESON.—On December 28th, at his residence 12 Cameron street, Belleknowes, James, dearly beloved husband of Elizabeth Mathieson (late of Highcliff); in his 70th year. "At rest." — [4, 1216, 130, 1261]
memoriam-notice: SIMPSON.—In loving memory of our dear son and brother, Roy Emilie, accidentally drowned off Granny Point, Macandrew's Bay, December 29th, 1926. — [4, 1453, 130, 1488]
